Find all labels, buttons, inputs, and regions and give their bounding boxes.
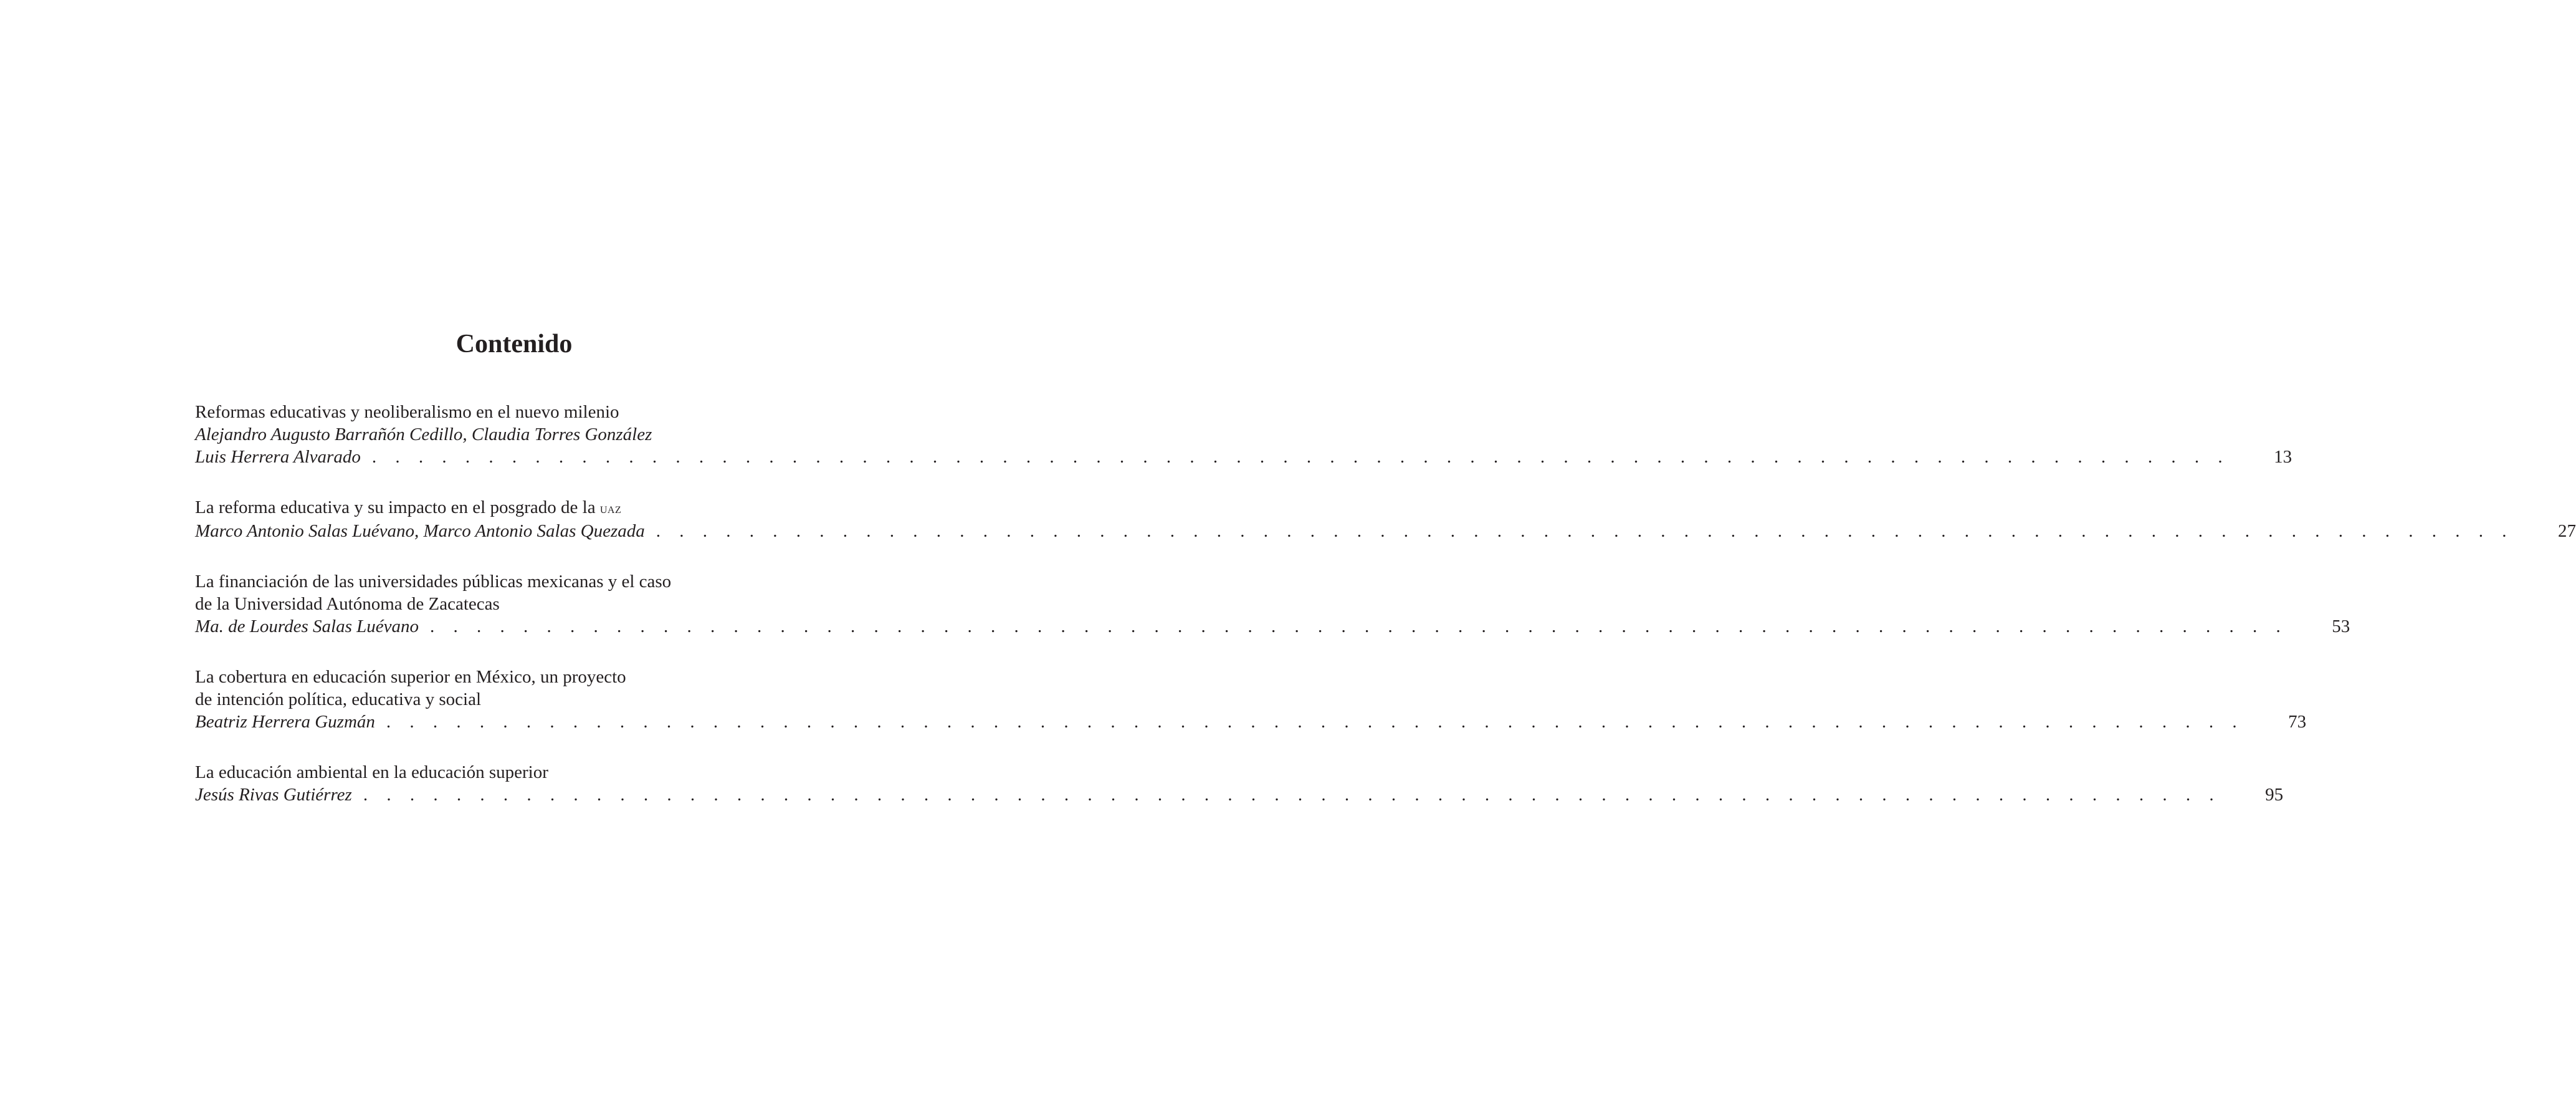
page-title: Contenido	[456, 330, 573, 358]
page-number: 27	[2558, 521, 2576, 541]
entry-title: de intención política, educativa y social	[195, 689, 482, 709]
entry-title: de la Universidad Autónoma de Zacatecas	[195, 594, 500, 614]
entry-title: Reformas educativas y neoliberalismo en el nuevo milenio	[195, 402, 619, 422]
dot-leader: . . . . . . . . . . . . . . . . . . . . . . . . . . . . . . . . . . . . . . . . . . . . . . . . . . . . . . . . . . . . . . . . . . . . . . . . . . . . . . . .	[656, 521, 2514, 541]
entry-title: La cobertura en educación superior en México, un proyecto	[195, 667, 626, 687]
page-number: 73	[2288, 712, 2307, 732]
entry-author-leader-line	[195, 784, 2284, 806]
entry-authors: Marco Antonio Salas Luévano, Marco Antonio Salas Quezada	[195, 521, 645, 541]
toc-entry[interactable]	[195, 761, 2284, 806]
entry-author-leader-line	[195, 711, 2307, 733]
toc-entry[interactable]	[195, 570, 2350, 638]
entry-title: La financiación de las universidades públicas mexicanas y el caso	[195, 572, 672, 592]
page-number: 95	[2265, 785, 2284, 805]
entry-title-abbreviation: uaz	[599, 501, 622, 516]
page-number: 53	[2332, 616, 2350, 636]
entry-author-leader-line	[195, 446, 2292, 468]
dot-leader: . . . . . . . . . . . . . . . . . . . . . . . . . . . . . . . . . . . . . . . . . . . . . . . . . . . . . . . . . . . . . . . . . . . . . . . . . . . . . . . .	[386, 712, 2244, 732]
toc-entry[interactable]	[195, 666, 2307, 733]
entry-title-text: La reforma educativa y su impacto en el posgrado de la	[195, 497, 600, 517]
entry-authors: Jesús Rivas Gutiérrez	[195, 785, 352, 805]
dot-leader: . . . . . . . . . . . . . . . . . . . . . . . . . . . . . . . . . . . . . . . . . . . . . . . . . . . . . . . . . . . . . . . . . . . . . . . . . . . . . . . .	[371, 447, 2230, 467]
toc-entry[interactable]	[195, 401, 2292, 468]
dot-leader: . . . . . . . . . . . . . . . . . . . . . . . . . . . . . . . . . . . . . . . . . . . . . . . . . . . . . . . . . . . . . . . . . . . . . . . . . . . . . . . .	[430, 616, 2288, 636]
entry-title	[195, 496, 837, 520]
entry-author-leader-line	[195, 520, 2576, 542]
table-of-contents	[195, 401, 2576, 834]
entry-title: La educación ambiental en la educación superior	[195, 762, 548, 782]
entry-authors: Beatriz Herrera Guzmán	[195, 712, 375, 732]
page-number: 13	[2274, 447, 2292, 467]
entry-authors: Alejandro Augusto Barrañón Cedillo, Claudia Torres González	[195, 424, 652, 444]
entry-author-leader-line	[195, 615, 2350, 638]
toc-entry[interactable]	[195, 496, 2576, 542]
entry-authors: Luis Herrera Alvarado	[195, 447, 361, 467]
dot-leader: . . . . . . . . . . . . . . . . . . . . . . . . . . . . . . . . . . . . . . . . . . . . . . . . . . . . . . . . . . . . . . . . . . . . . . . . . . . . . . . .	[363, 785, 2221, 805]
entry-authors: Ma. de Lourdes Salas Luévano	[195, 616, 419, 636]
